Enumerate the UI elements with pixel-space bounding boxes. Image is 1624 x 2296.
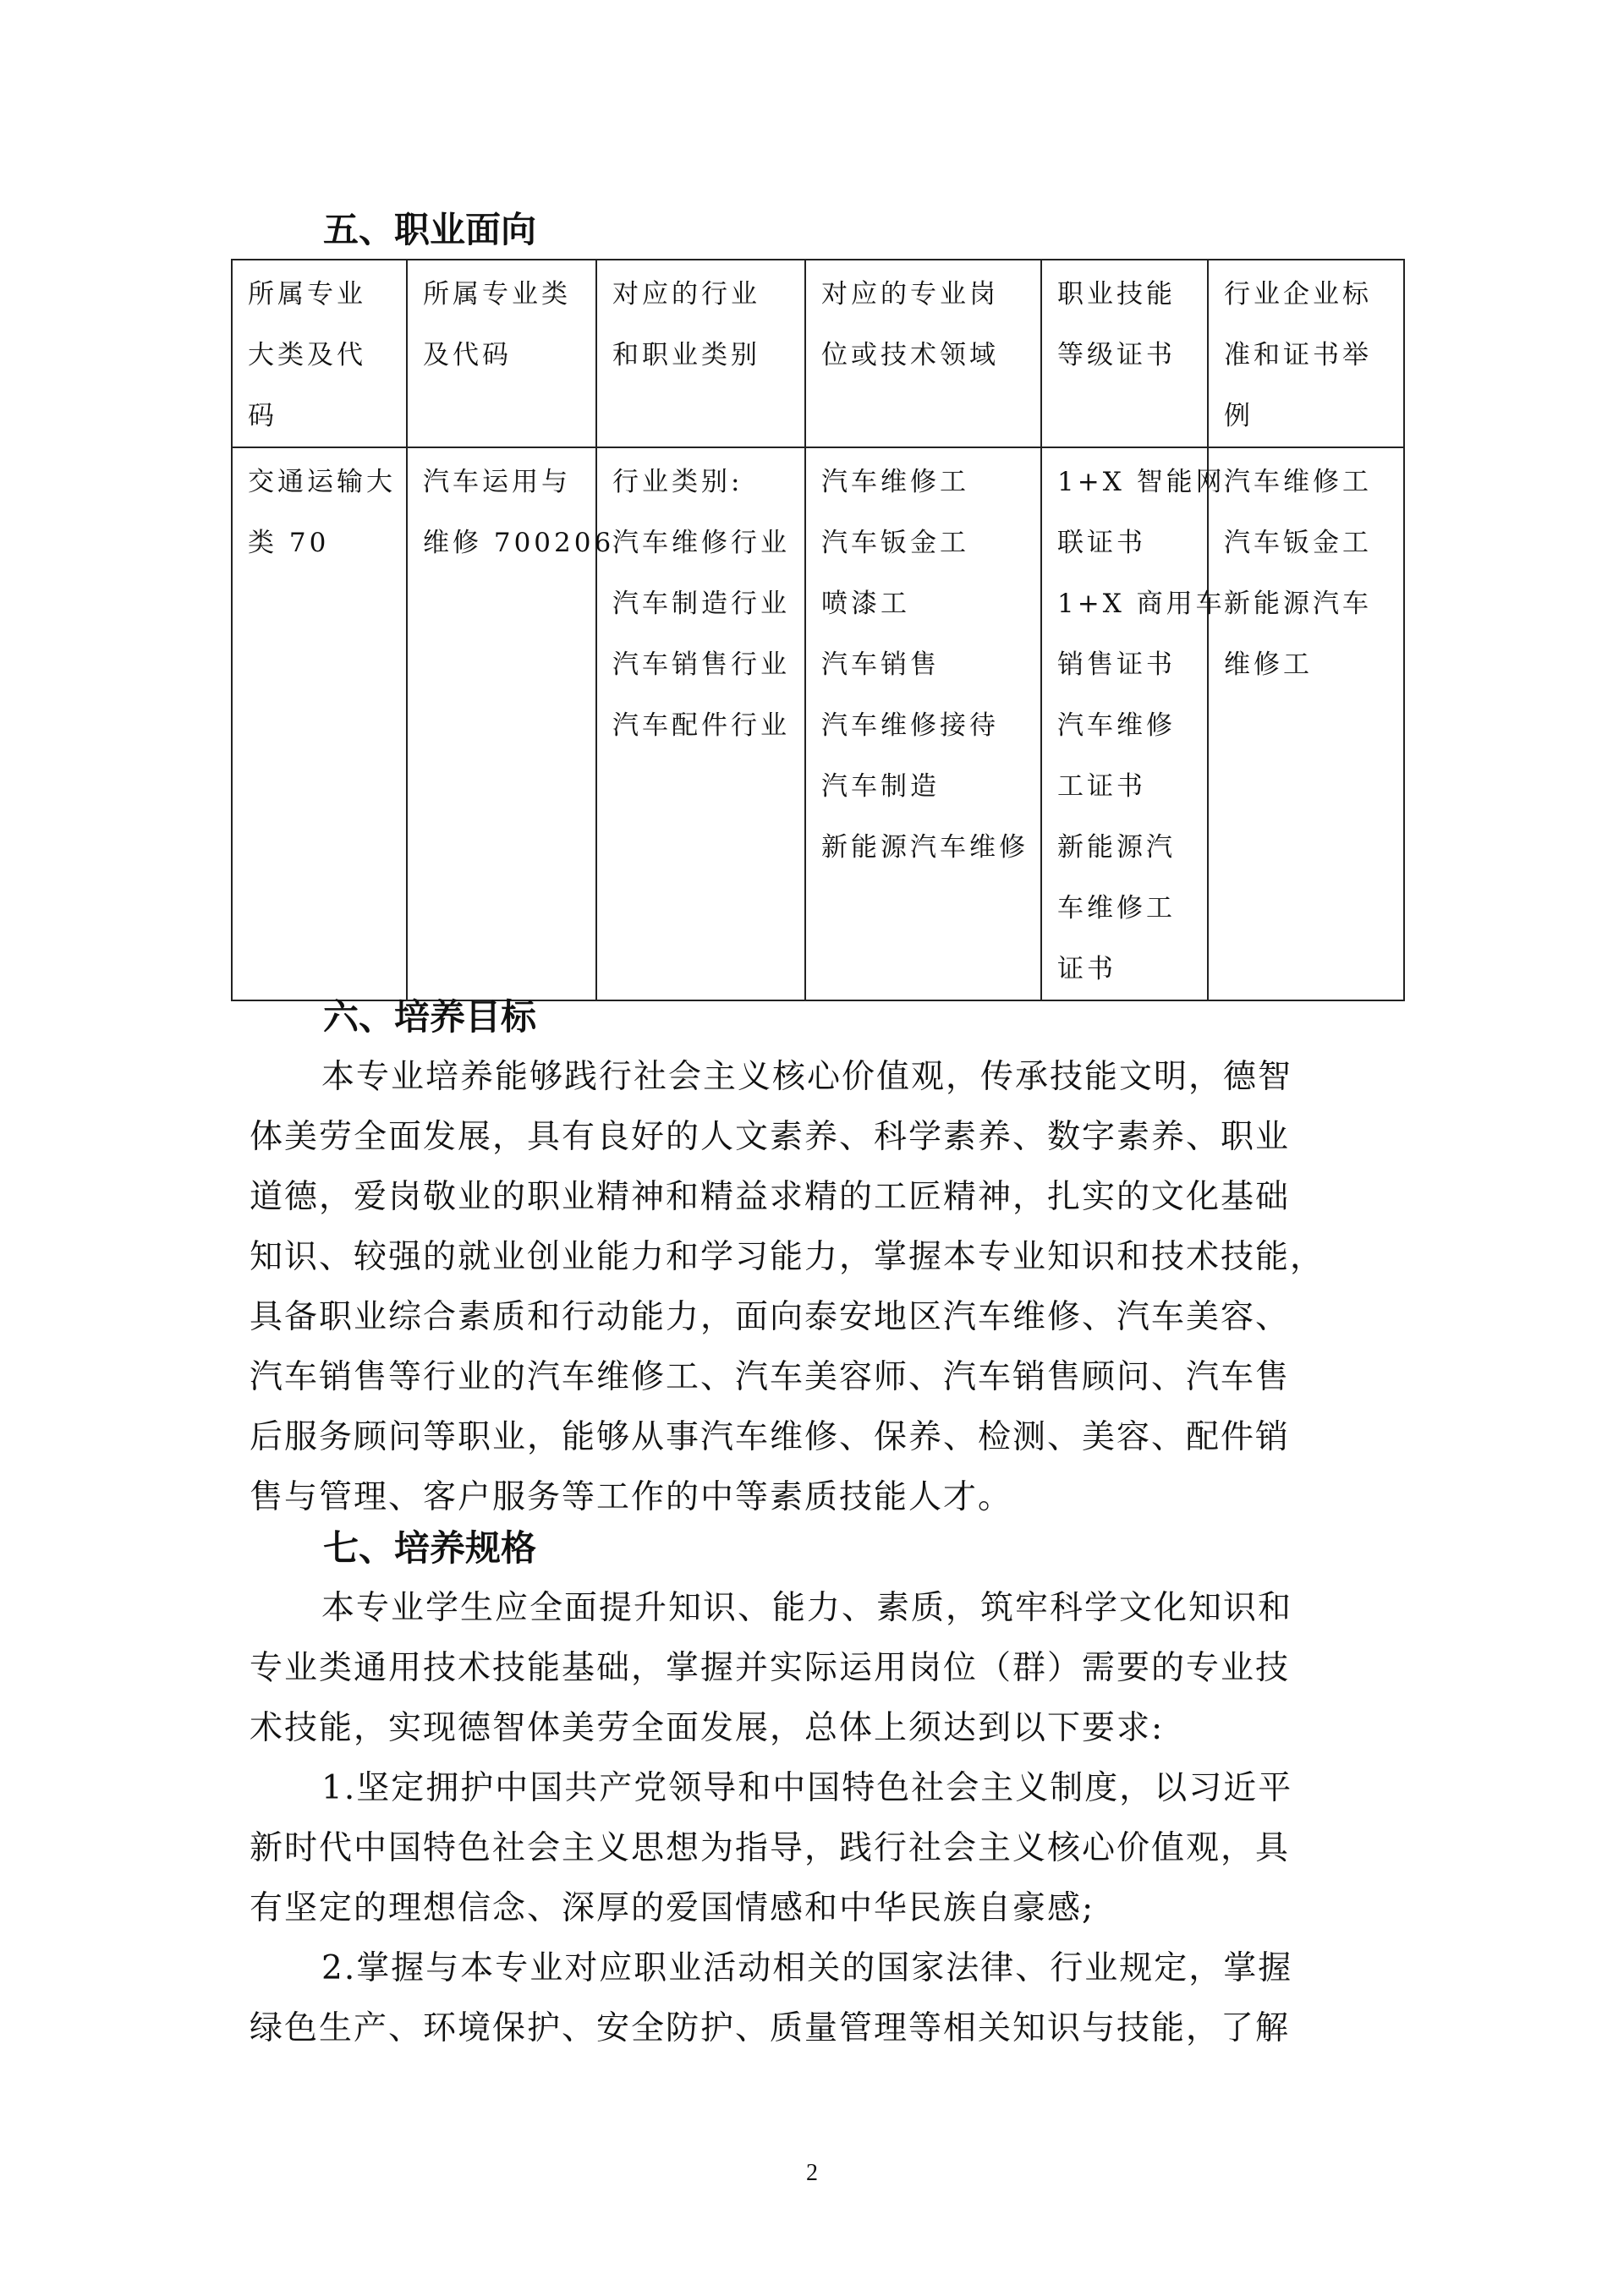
table-cell — [596, 447, 805, 1000]
cell-line: 汽车维修行业 — [612, 528, 790, 558]
cell-line: 汽车销售行业 — [612, 649, 790, 680]
cell-line: 汽车钣金工 — [1224, 528, 1372, 558]
cell-line: 职业技能 — [1057, 279, 1176, 310]
cell-line: 汽车钣金工 — [821, 528, 969, 558]
training-spec-item-1 — [250, 1758, 1387, 1938]
cell-line: 证书 — [1057, 954, 1116, 984]
table-header-row — [232, 260, 1404, 447]
cell-line: 1+X 智能网 — [1057, 467, 1226, 497]
table-row — [232, 447, 1404, 1000]
section-heading-career-orientation: 五、职业面向 — [323, 209, 537, 250]
section-heading-training-goal: 六、培养目标 — [323, 996, 537, 1038]
cell-line: 汽车维修接待 — [821, 710, 999, 741]
cell-line: 所属专业 — [248, 279, 366, 310]
cell-line: 工证书 — [1057, 771, 1146, 802]
paragraph-line: 本专业培养能够践行社会主义核心价值观，传承技能文明，德智 — [321, 1058, 1293, 1096]
cell-line: 汽车制造 — [821, 771, 940, 802]
training-spec-item-2 — [250, 1938, 1387, 2058]
table-cell — [1208, 447, 1404, 1000]
cell-line: 新能源汽 — [1057, 832, 1176, 863]
cell-line: 新能源汽车维修 — [821, 832, 1029, 863]
page-number: 2 — [806, 2160, 818, 2186]
cell-line: 准和证书举 — [1224, 340, 1372, 370]
cell-line: 汽车配件行业 — [612, 710, 790, 741]
cell-line: 例 — [1224, 401, 1254, 431]
section-heading-training-spec: 七、培养规格 — [323, 1527, 537, 1569]
cell-line: 所属专业类 — [423, 279, 571, 310]
cell-line: 维修 700206 — [423, 528, 615, 558]
paragraph-line: 道德，爱岗敬业的职业精神和精益求精的工匠精神，扎实的文化基础 — [250, 1178, 1291, 1216]
table-cell — [232, 447, 407, 1000]
cell-line: 和职业类别 — [612, 340, 760, 370]
cell-line: 类 70 — [248, 528, 330, 558]
cell-line: 汽车制造行业 — [612, 589, 790, 619]
paragraph-line: 本专业学生应全面提升知识、能力、素质，筑牢科学文化知识和 — [321, 1589, 1293, 1627]
paragraph-line: 绿色生产、环境保护、安全防护、质量管理等相关知识与技能，了解 — [250, 2009, 1291, 2047]
cell-line: 销售证书 — [1057, 649, 1176, 680]
cell-line: 对应的专业岗 — [821, 279, 999, 310]
cell-line: 1+X 商用车 — [1057, 589, 1226, 619]
table-header-cell — [232, 260, 407, 447]
training-goal-paragraph — [250, 1047, 1387, 1527]
paragraph-line: 体美劳全面发展，具有良好的人文素养、科学素养、数字素养、职业 — [250, 1118, 1291, 1156]
cell-line: 喷漆工 — [821, 589, 910, 619]
cell-line: 汽车销售 — [821, 649, 940, 680]
paragraph-line: 知识、较强的就业创业能力和学习能力，掌握本专业知识和技术技能， — [250, 1238, 1325, 1276]
paragraph-line: 2.掌握与本专业对应职业活动相关的国家法律、行业规定，掌握 — [321, 1949, 1293, 1987]
table-header-cell — [596, 260, 805, 447]
cell-line: 汽车维修工 — [1224, 467, 1372, 497]
cell-line: 等级证书 — [1057, 340, 1176, 370]
table-cell — [407, 447, 615, 1000]
career-orientation-table — [231, 259, 1405, 1001]
table-header-cell — [1208, 260, 1404, 447]
paragraph-line: 有坚定的理想信念、深厚的爱国情感和中华民族自豪感; — [250, 1889, 1095, 1927]
table-header-cell — [805, 260, 1041, 447]
cell-line: 汽车维修 — [1057, 710, 1176, 741]
cell-line: 联证书 — [1057, 528, 1146, 558]
cell-line: 大类及代 — [248, 340, 366, 370]
paragraph-line: 新时代中国特色社会主义思想为指导，践行社会主义核心价值观，具 — [250, 1829, 1291, 1867]
cell-line: 对应的行业 — [612, 279, 760, 310]
paragraph-line: 1.坚定拥护中国共产党领导和中国特色社会主义制度，以习近平 — [321, 1769, 1293, 1807]
cell-line: 及代码 — [423, 340, 512, 370]
paragraph-line: 汽车销售等行业的汽车维修工、汽车美容师、汽车销售顾问、汽车售 — [250, 1358, 1291, 1396]
cell-line: 行业企业标 — [1224, 279, 1372, 310]
paragraph-line: 售与管理、客户服务等工作的中等素质技能人才。 — [250, 1478, 1013, 1516]
cell-line: 码 — [248, 401, 277, 431]
cell-line: 位或技术领域 — [821, 340, 999, 370]
cell-line: 交通运输大 — [248, 467, 396, 497]
paragraph-line: 术技能，实现德智体美劳全面发展，总体上须达到以下要求: — [250, 1709, 1165, 1747]
cell-line: 维修工 — [1224, 649, 1313, 680]
cell-line: 新能源汽车 — [1224, 589, 1372, 619]
training-spec-intro-paragraph — [250, 1578, 1387, 1758]
table-cell — [1041, 447, 1226, 1000]
paragraph-line: 具备职业综合素质和行动能力，面向泰安地区汽车维修、汽车美容、 — [250, 1298, 1291, 1336]
cell-line: 汽车运用与 — [423, 467, 571, 497]
table-cell — [805, 447, 1041, 1000]
cell-line: 行业类别: — [612, 467, 743, 497]
table-header-cell — [407, 260, 596, 447]
table-header-cell — [1041, 260, 1208, 447]
paragraph-line: 专业类通用技术技能基础，掌握并实际运用岗位（群）需要的专业技 — [250, 1649, 1291, 1687]
paragraph-line: 后服务顾问等职业，能够从事汽车维修、保养、检测、美容、配件销 — [250, 1418, 1291, 1456]
cell-line: 车维修工 — [1057, 893, 1176, 923]
cell-line: 汽车维修工 — [821, 467, 969, 497]
